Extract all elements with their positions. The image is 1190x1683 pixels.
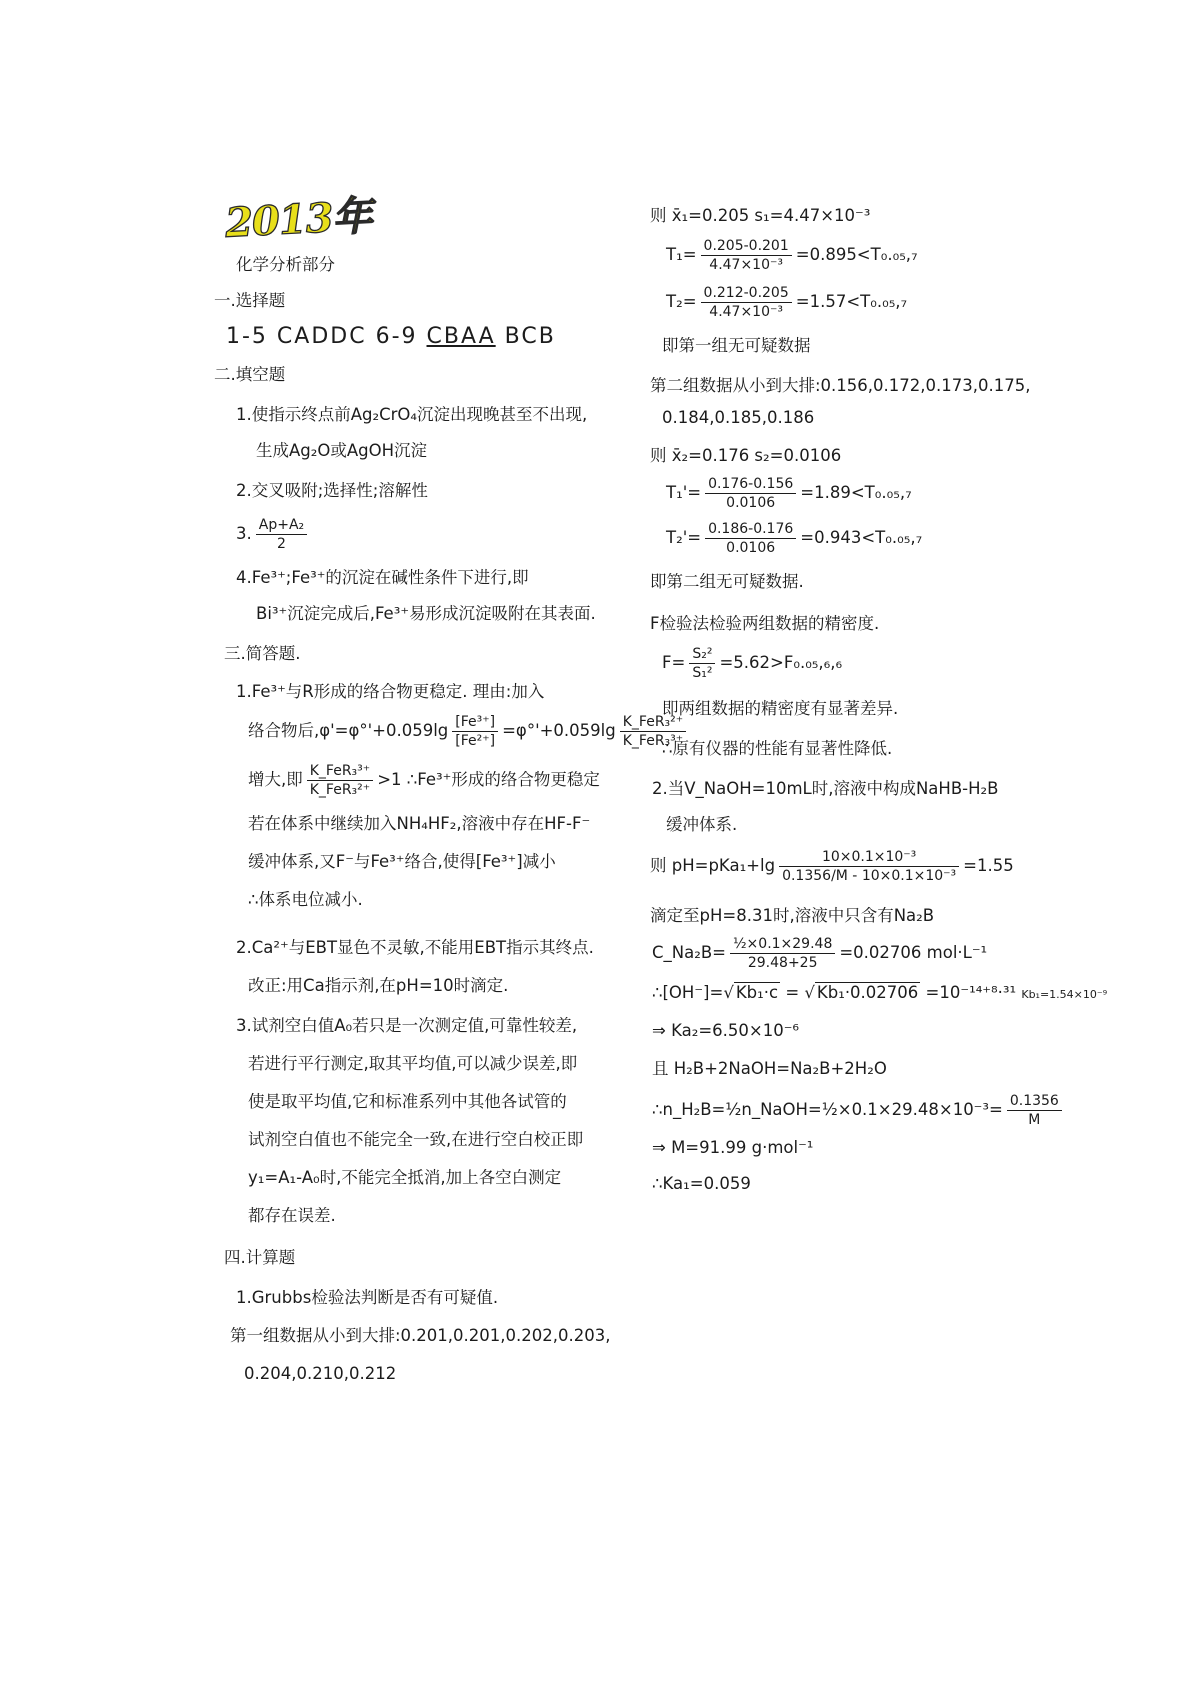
calc-2-moles: ∴n_H₂B=½n_NaOH=½×0.1×29.48×10⁻³= $\frac{0.1356}{M}$ bbox=[652, 1092, 1070, 1129]
calc-group1-stats: 则 x̄₁=0.205 s₁=4.47×10⁻³ bbox=[650, 206, 871, 225]
calc-f-result: 即两组数据的精密度有显著差异. bbox=[662, 699, 899, 718]
fill-answer-4b: Bi³⁺沉淀完成后,Fe³⁺易形成沉淀吸附在其表面. bbox=[256, 604, 596, 623]
short-answer-1e: 缓冲体系,又F⁻与Fe³⁺络合,使得[Fe³⁺]减小 bbox=[248, 852, 556, 871]
calc-2-reaction: 且 H₂B+2NaOH=Na₂B+2H₂O bbox=[652, 1059, 887, 1078]
calc-2-conc: C_Na₂B= $\frac{\text{½×0.1×29.48}}{29.48+25}$ =0.02706 mol·L⁻¹ bbox=[652, 936, 988, 971]
calc-2-ka1: ∴Ka₁=0.059 bbox=[652, 1174, 751, 1193]
calc-2-ka2: ⇒ Ka₂=6.50×10⁻⁶ bbox=[652, 1021, 800, 1040]
fill-answer-4a: 4.Fe³⁺;Fe³⁺的沉淀在碱性条件下进行,即 bbox=[236, 568, 529, 587]
calc-2-ph: 则 pH=pKa₁+lg $\frac{\text{10×0.1×10⁻³}}{\text{0.1356/M - 10×0.1×10⁻³}}$ =1.55 bbox=[650, 849, 1014, 884]
calc-1-group1b: 0.204,0.210,0.212 bbox=[244, 1364, 397, 1383]
calc-group2-a: 第二组数据从小到大排:0.156,0.172,0.173,0.175, bbox=[650, 376, 1031, 395]
calc-1-intro: 1.Grubbs检验法判断是否有可疑值. bbox=[236, 1288, 499, 1307]
calc-t1-prime: T₁'= $\frac{0.176-0.156}{0.0106}$ =1.89<T₀.₀₅,₇ bbox=[666, 476, 912, 511]
calc-2-a: 2.当V_NaOH=10mL时,溶液中构成NaHB-H₂B bbox=[652, 779, 999, 798]
section-title: 化学分析部分 bbox=[236, 255, 335, 274]
calc-2-oh: ∴[OH⁻]=√ Kb₁·c = √ Kb₁·0.02706 =10⁻¹⁴⁺⁸·³¹ Kb₁=1.54×10⁻⁹ bbox=[652, 983, 1108, 1002]
heading-fill: 二.填空题 bbox=[214, 365, 286, 384]
right-column bbox=[650, 205, 1108, 1195]
short-answer-3c: 使是取平均值,它和标准系列中其他各试管的 bbox=[248, 1092, 567, 1111]
short-answer-1a: 1.Fe³⁺与R形成的络合物更稳定. 理由:加入 bbox=[236, 682, 545, 701]
calc-t1: T₁= $\frac{0.205-0.201}{\text{4.47×10⁻³}}$ =0.895<T₀.₀₅,₇ bbox=[666, 238, 918, 273]
calc-1-group1a: 第一组数据从小到大排:0.201,0.201,0.202,0.203, bbox=[230, 1326, 611, 1345]
calc-group2-result: 即第二组无可疑数据. bbox=[650, 572, 804, 591]
fill-answer-1b: 生成Ag₂O或AgOH沉淀 bbox=[256, 441, 428, 460]
calc-f-value: F= $\frac{\text{S₂²}}{\text{S₁²}}$ =5.62>F₀.₀₅,₆,₆ bbox=[662, 646, 843, 681]
calc-t2-prime: T₂'= $\frac{0.186-0.176}{0.0106}$ =0.943<T₀.₀₅,₇ bbox=[666, 521, 923, 556]
heading-choice: 一.选择题 bbox=[214, 291, 286, 310]
choice-answers: 1-5 CADDC 6-9 CBAA BCB bbox=[226, 324, 556, 349]
short-answer-3b: 若进行平行测定,取其平均值,可以减少误差,即 bbox=[248, 1054, 578, 1073]
left-column bbox=[214, 254, 684, 1385]
short-answer-2a: 2.Ca²⁺与EBT显色不灵敏,不能用EBT指示其终点. bbox=[236, 938, 594, 957]
calc-group1-result: 即第一组无可疑数据 bbox=[662, 336, 811, 355]
short-answer-1b: 络合物后,φ'=φ°'+0.059lg $\frac{\text{[Fe³⁺]}}{\text{[Fe²⁺]}}$ =φ°'+0.059lg $\frac{\text{K\_FeR₃²⁺}}{\text{K\_FeR₃³⁺}}$ bbox=[248, 713, 641, 750]
calc-2-b: 缓冲体系. bbox=[666, 815, 738, 834]
short-answer-1d: 若在体系中继续加入NH₄HF₂,溶液中存在HF-F⁻ bbox=[248, 814, 591, 833]
calc-2-endpoint: 滴定至pH=8.31时,溶液中只含有Na₂B bbox=[650, 906, 935, 925]
calc-group2-b: 0.184,0.185,0.186 bbox=[662, 408, 815, 427]
short-answer-2b: 改正:用Ca指示剂,在pH=10时滴定. bbox=[248, 976, 509, 995]
short-answer-3f: 都存在误差. bbox=[248, 1206, 336, 1225]
calc-f-conclusion: ∴原有仪器的性能有显著性降低. bbox=[662, 739, 893, 758]
fill-answer-2: 2.交叉吸附;选择性;溶解性 bbox=[236, 481, 428, 500]
fill-answer-3: 3. $\frac{\text{Ap+A₂}}{2}$ bbox=[236, 516, 641, 553]
short-answer-3e: y₁=A₁-A₀时,不能完全抵消,加上各空白测定 bbox=[248, 1168, 562, 1187]
short-answer-3a: 3.试剂空白值A₀若只是一次测定值,可靠性较差, bbox=[236, 1016, 578, 1035]
fill-answer-1a: 1.使指示终点前Ag₂CrO₄沉淀出现晚甚至不出现, bbox=[236, 405, 588, 424]
heading-short-answer: 三.简答题. bbox=[224, 644, 301, 663]
calc-2-molar-mass: ⇒ M=91.99 g·mol⁻¹ bbox=[652, 1138, 814, 1157]
calc-t2: T₂= $\frac{0.212-0.205}{\text{4.47×10⁻³}}$ =1.57<T₀.₀₅,₇ bbox=[666, 285, 908, 320]
short-answer-1c: 增大,即 $\frac{\text{K\_FeR₃³⁺}}{\text{K\_FeR₃²⁺}}$ >1 ∴Fe³⁺形成的络合物更稳定 bbox=[248, 763, 600, 798]
short-answer-3d: 试剂空白值也不能完全一致,在进行空白校正即 bbox=[248, 1130, 584, 1149]
calc-group2-stats: 则 x̄₂=0.176 s₂=0.0106 bbox=[650, 446, 842, 465]
calc-f-intro: F检验法检验两组数据的精密度. bbox=[650, 614, 880, 633]
year-title: 2013年 bbox=[224, 192, 373, 247]
heading-calculation: 四.计算题 bbox=[224, 1248, 296, 1267]
short-answer-1f: ∴体系电位减小. bbox=[248, 890, 363, 909]
